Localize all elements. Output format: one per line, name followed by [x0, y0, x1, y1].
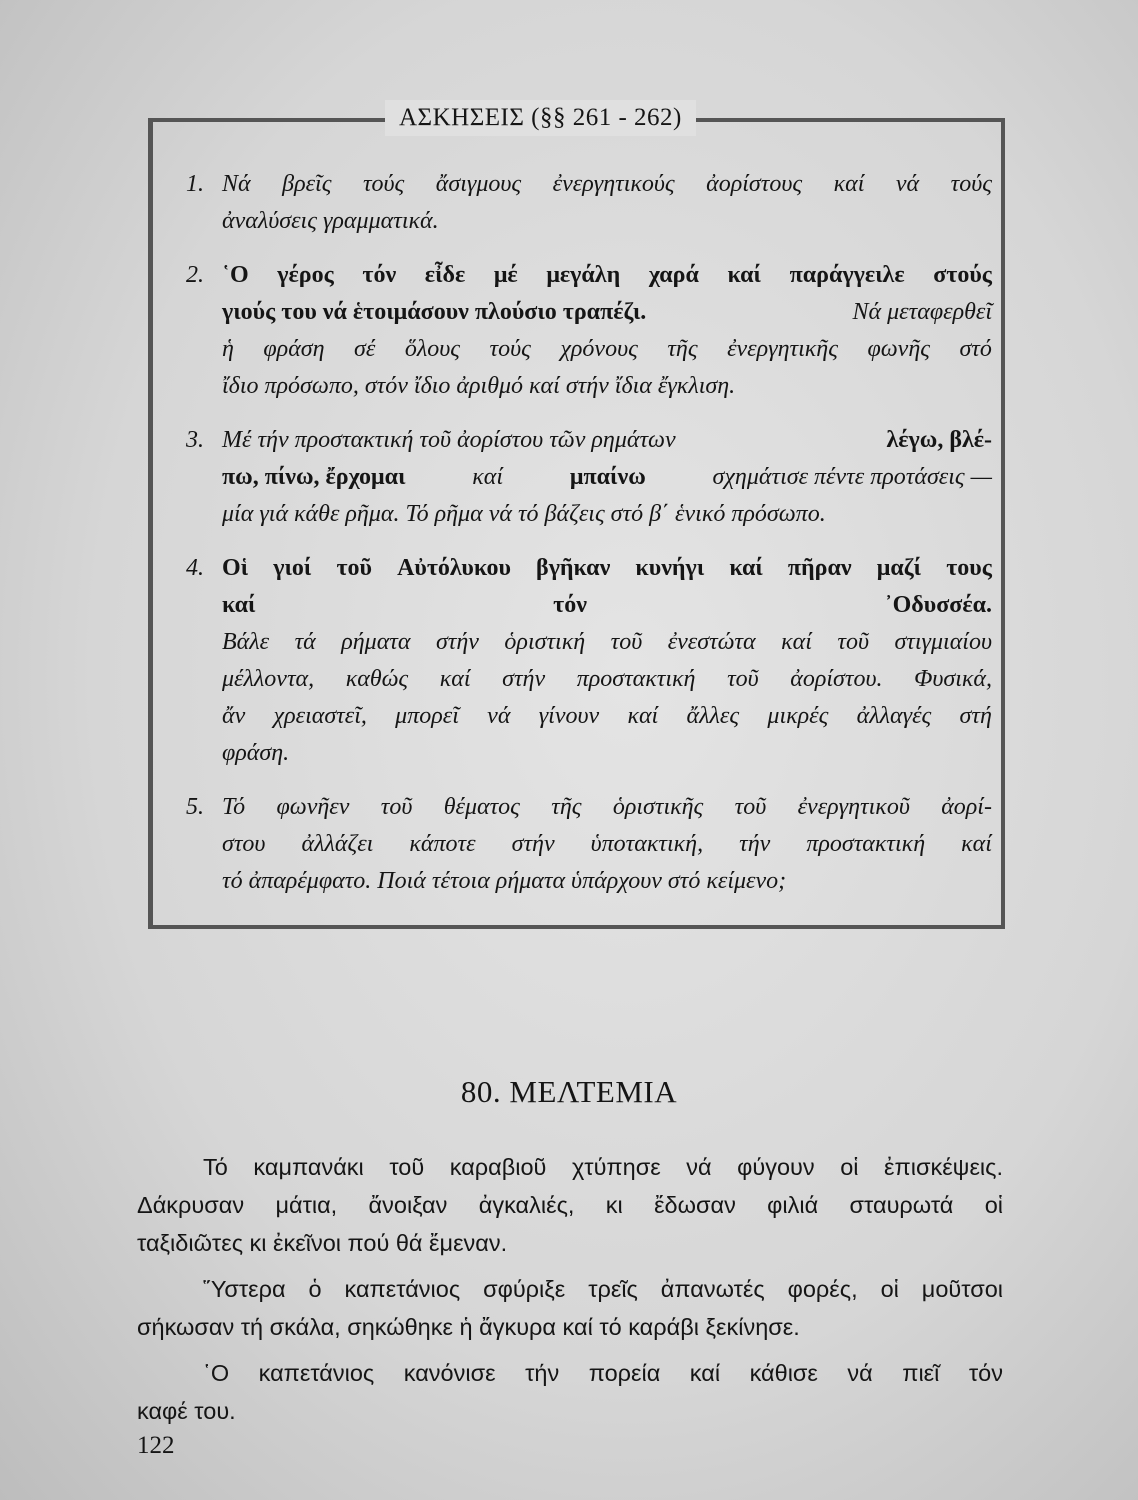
exercise-line — [222, 587, 992, 624]
exercise-line — [222, 368, 992, 405]
word: ὅλους — [404, 336, 460, 362]
word: προστακτική — [576, 666, 696, 692]
word: τούς — [362, 171, 405, 197]
text-segment: γιούς του νά ἑτοιμάσουν πλούσιο τραπέζι. — [222, 299, 653, 325]
word: ἐνεστώτα — [667, 629, 756, 655]
exercise-line — [222, 422, 992, 459]
word: καθώς — [345, 666, 409, 692]
word: χαρά — [648, 262, 699, 288]
word: Φυσικά, — [914, 666, 992, 692]
word: ἀλλαγές — [856, 703, 932, 729]
paragraph-line: ῾Ο καπετάνιος κανόνισε τήν πορεία καί κάθισε νά πιεῖ τόν — [203, 1360, 1003, 1386]
exercise-line — [222, 331, 992, 368]
word: στούς — [933, 262, 992, 288]
word: τά — [294, 629, 316, 655]
paragraph-line: καφέ του. — [137, 1398, 236, 1424]
text-segment: ἴδιο πρόσωπο, στόν ἴδιο ἀριθμό καί στήν ἴδια ἔγκλιση. — [222, 373, 736, 399]
word: ῾Ο — [222, 262, 249, 288]
word: καί — [439, 666, 471, 692]
word: τους — [946, 555, 992, 581]
word: Τό — [222, 794, 246, 820]
word: τούς — [950, 171, 992, 197]
text-segment: λέγω, βλέ- — [886, 427, 992, 453]
exercise-line — [222, 661, 992, 698]
lesson-text — [137, 1148, 1003, 1430]
word: τόν — [553, 592, 587, 618]
text-segment: καί — [472, 464, 510, 490]
exercise-line — [222, 294, 992, 331]
word: ἄσιγμους — [435, 171, 522, 197]
word: τοῦ — [336, 555, 372, 581]
word: καί — [727, 262, 761, 288]
text-segment: φράση. — [222, 740, 290, 766]
exercise-line — [222, 496, 992, 533]
word: ἄν — [222, 703, 246, 729]
exercises-title: ΑΣΚΗΣΕΙΣ (§§ 261 - 262) — [385, 100, 696, 136]
exercise-line — [222, 257, 992, 294]
paragraph-line: ῞Υστερα ὁ καπετάνιος σφύριξε τρεῖς ἀπανωτές φορές, οἱ μοῦτσοι — [203, 1276, 1003, 1302]
word: τήν — [739, 831, 771, 857]
exercise-line — [222, 735, 992, 772]
word: καί — [222, 592, 256, 618]
text-segment: πω, πίνω, ἔρχομαι — [222, 464, 412, 490]
word: φωνῆεν — [276, 794, 350, 820]
word: προστακτική — [806, 831, 926, 857]
word: παράγγειλε — [789, 262, 905, 288]
word: ἡ — [222, 336, 234, 362]
word: φωνῆς — [867, 336, 930, 362]
word: νά — [895, 171, 920, 197]
word: καί — [627, 703, 659, 729]
word: ὑποτακτική, — [590, 831, 704, 857]
word: γέρος — [277, 262, 334, 288]
lesson-heading: 80. ΜΕΛΤΕΜΙΑ — [460, 1074, 678, 1109]
text-segment: Νά μεταφερθεῖ — [852, 299, 992, 325]
word: βγῆκαν — [536, 555, 611, 581]
word: στήν — [511, 831, 555, 857]
word: μεγάλη — [546, 262, 621, 288]
word: στήν — [435, 629, 479, 655]
word: χρειαστεῖ, — [273, 703, 367, 729]
word: εἶδε — [424, 262, 466, 288]
word: ἀλλάζει — [301, 831, 374, 857]
word: σέ — [354, 336, 376, 362]
exercise-item — [186, 550, 992, 772]
word: βρεῖς — [282, 171, 332, 197]
word: μικρές — [767, 703, 829, 729]
word: τούς — [489, 336, 531, 362]
word: στή — [959, 703, 992, 729]
word: τῆς — [667, 336, 698, 362]
word: γιοί — [273, 555, 312, 581]
word: ἐνεργητικούς — [552, 171, 675, 197]
word: μαζί — [876, 555, 922, 581]
word: γίνουν — [538, 703, 600, 729]
word: ἀορί- — [941, 794, 992, 820]
text-segment: σχημάτισε πέντε προτάσεις — — [712, 464, 992, 490]
word: στό — [959, 336, 992, 362]
page-number: 122 — [137, 1432, 175, 1459]
word: τοῦ — [837, 629, 869, 655]
text-segment: μπαίνω — [569, 464, 652, 490]
word: μπορεῖ — [395, 703, 459, 729]
text-segment: Μέ τήν προστακτική τοῦ ἀορίστου τῶν ρημάτων — [222, 427, 682, 453]
word: καί — [781, 629, 812, 655]
exercise-number: 5. — [186, 794, 204, 820]
paragraph-line: ταξιδιῶτες κι ἐκεῖνοι πού θά ἔμεναν. — [137, 1230, 508, 1256]
exercise-number: 4. — [186, 555, 204, 581]
text-segment: μία γιά κάθε ρῆμα. Τό ρῆμα νά τό βάζεις στό β΄ ἑνικό πρόσωπο. — [222, 501, 826, 527]
word: τοῦ — [610, 629, 643, 655]
exercise-line — [222, 698, 992, 735]
word: καί — [833, 171, 865, 197]
word: τοῦ — [727, 666, 759, 692]
exercise-line — [222, 166, 992, 203]
word: καί — [961, 831, 992, 857]
word: τοῦ — [380, 794, 413, 820]
word: μέ — [493, 262, 518, 288]
paragraph-line: Δάκρυσαν μάτια, ἄνοιξαν ἀγκαλιές, κι ἔδωσαν φιλιά σταυρωτά οἱ — [137, 1192, 1003, 1218]
word: Βάλε — [222, 629, 270, 655]
exercise-line — [222, 203, 992, 240]
word: πῆραν — [787, 555, 852, 581]
word: στιγμιαίου — [894, 629, 992, 655]
word: ὁριστικῆς — [612, 794, 704, 820]
exercise-item — [186, 257, 992, 405]
exercise-number: 2. — [186, 262, 204, 288]
exercise-item — [186, 789, 992, 900]
word: στου — [222, 831, 266, 857]
paragraph-gap — [137, 1346, 1003, 1354]
exercises-list — [186, 166, 992, 917]
word: ἐνεργητικοῦ — [797, 794, 910, 820]
paragraph-line: σήκωσαν τή σκάλα, σηκώθηκε ἡ ἄγκυρα καί τό καράβι ξεκίνησε. — [137, 1314, 800, 1340]
paragraph-gap — [137, 1262, 1003, 1270]
word: ρήματα — [341, 629, 411, 655]
word: φράση — [263, 336, 325, 362]
word: τοῦ — [734, 794, 767, 820]
word: Νά — [222, 171, 251, 197]
exercise-line — [222, 826, 992, 863]
word: στήν — [502, 666, 546, 692]
exercise-line — [222, 789, 992, 826]
exercise-number: 1. — [186, 171, 204, 197]
word: καί — [729, 555, 763, 581]
word: νά — [487, 703, 511, 729]
exercise-line — [222, 459, 992, 496]
exercise-number: 3. — [186, 427, 204, 453]
word: ἀορίστου. — [790, 666, 883, 692]
word: ὁριστική — [504, 629, 586, 655]
word: Οἱ — [222, 555, 249, 581]
text-segment: ἀναλύσεις γραμματικά. — [222, 208, 439, 234]
word: ἄλλες — [686, 703, 740, 729]
word: κυνήγι — [635, 555, 705, 581]
exercise-line — [222, 550, 992, 587]
exercise-line — [222, 624, 992, 661]
word: τόν — [362, 262, 397, 288]
paragraph-line: Τό καμπανάκι τοῦ καραβιοῦ χτύπησε νά φύγουν οἱ ἐπισκέψεις. — [203, 1154, 1003, 1180]
word: ᾿Οδυσσέα. — [884, 592, 992, 618]
word: ἀορίστους — [706, 171, 803, 197]
word: χρόνους — [560, 336, 638, 362]
word: θέματος — [443, 794, 520, 820]
word: ἐνεργητικῆς — [727, 336, 838, 362]
exercise-item — [186, 422, 992, 533]
word: κάποτε — [409, 831, 476, 857]
exercise-item — [186, 166, 992, 240]
text-segment: τό ἀπαρέμφατο. Ποιά τέτοια ρήματα ὑπάρχουν στό κείμενο; — [222, 868, 787, 894]
word: μέλλοντα, — [222, 666, 315, 692]
word: Αὐτόλυκου — [397, 555, 511, 581]
exercise-line — [222, 863, 992, 900]
word: τῆς — [551, 794, 582, 820]
